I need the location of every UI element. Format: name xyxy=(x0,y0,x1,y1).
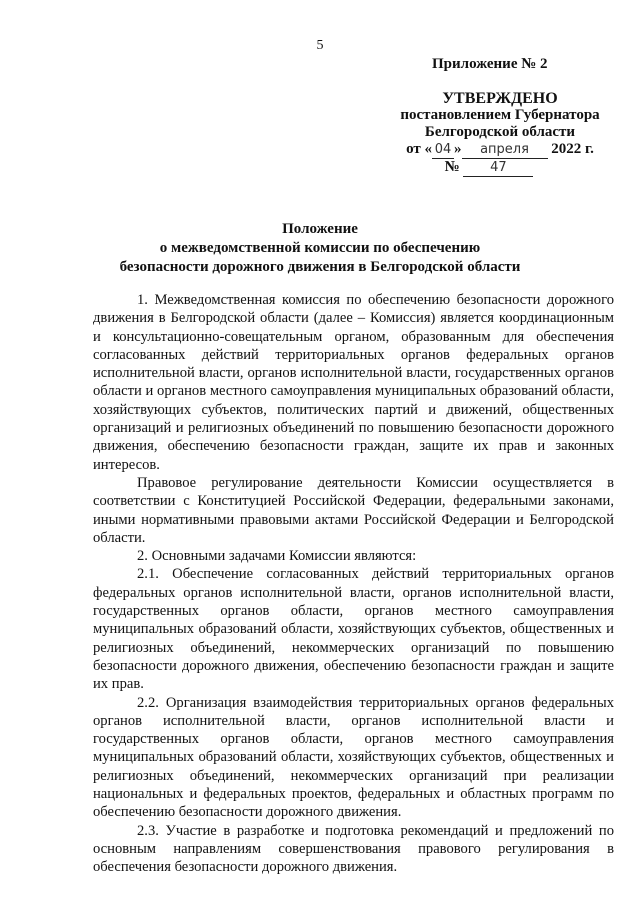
approval-line-1: постановлением Губернатора xyxy=(400,107,600,123)
title-line-3: безопасности дорожного движения в Белгородской области xyxy=(119,259,521,275)
approval-block xyxy=(380,90,620,177)
approval-line-2: Белгородской области xyxy=(424,124,576,140)
date-prefix: от « xyxy=(406,141,433,157)
paragraph-2-2: 2.2. Организация взаимодействия территориальных органов федеральных органов исполнительной власти, органов исполнительной власти и государственных органов области, органов местного самоуправления муниципальных образований области, хозяйствующих субъектов, общественных и религиозных объединений, некоммерческих организаций при реализации национальных и федеральных проектов, федеральных и областных программ по обеспечению безопасности дорожного движения. xyxy=(93,694,614,821)
date-month-field: апреля xyxy=(462,141,548,159)
paragraph-2-1: 2.1. Обеспечение согласованных действий территориальных органов федеральных органов исполнительной власти, органов исполнительной власти, государственных органов области, органов местного самоуправления муниципальных образований области, хозяйствующих субъектов, общественных и религиозных объединений, некоммерческих организаций по повышению безопасности дорожного движения, обеспечению безопасности граждан и защите их прав. xyxy=(93,566,614,693)
appendix-label: Приложение № 2 xyxy=(432,56,548,72)
number-field: 47 xyxy=(463,159,533,177)
approval-number xyxy=(358,159,620,177)
paragraph-1: 1. Межведомственная комиссия по обеспечению безопасности дорожного движения в Белгородской области (далее – Комиссия) является координационным и консультационно-совещательным органом, образованным для обеспечения согласованных действий территориальных органов федеральных органов исполнительной власти, органов исполнительной власти, государственных органов области и органов местного самоуправления муниципальных образований области, хозяйствующих субъектов, политических партий и движений, общественных организаций и религиозных объединений по повышению безопасности дорожного движения, обеспечению безопасности граждан, защите их прав и законных интересов. xyxy=(93,292,614,473)
title-line-2: о межведомственной комиссии по обеспечению xyxy=(159,240,481,256)
title-line-1: Положение xyxy=(282,221,358,237)
date-year: 2022 г. xyxy=(551,141,594,157)
approval-date xyxy=(380,141,620,159)
paragraph-legal-basis: Правовое регулирование деятельности Комиссии осуществляется в соответствии с Конституцией Российской Федерации, федеральными законами, иными нормативными правовыми актами Российской Федерации и Белгородской области. xyxy=(93,474,614,546)
document-body xyxy=(93,291,614,877)
date-mid: » xyxy=(454,141,462,157)
document-title xyxy=(0,220,640,277)
date-day-field: 04 xyxy=(432,141,454,159)
page-number: 5 xyxy=(316,38,324,53)
paragraph-2: 2. Основными задачами Комиссии являются: xyxy=(137,548,417,565)
paragraph-2-3: 2.3. Участие в разработке и подготовка рекомендаций и предложений по основным направлениям совершенствования правового регулирования в обеспечения безопасности дорожного движения. xyxy=(93,822,614,876)
approval-stamp: УТВЕРЖДЕНО xyxy=(442,90,558,107)
number-prefix: № xyxy=(444,159,460,175)
